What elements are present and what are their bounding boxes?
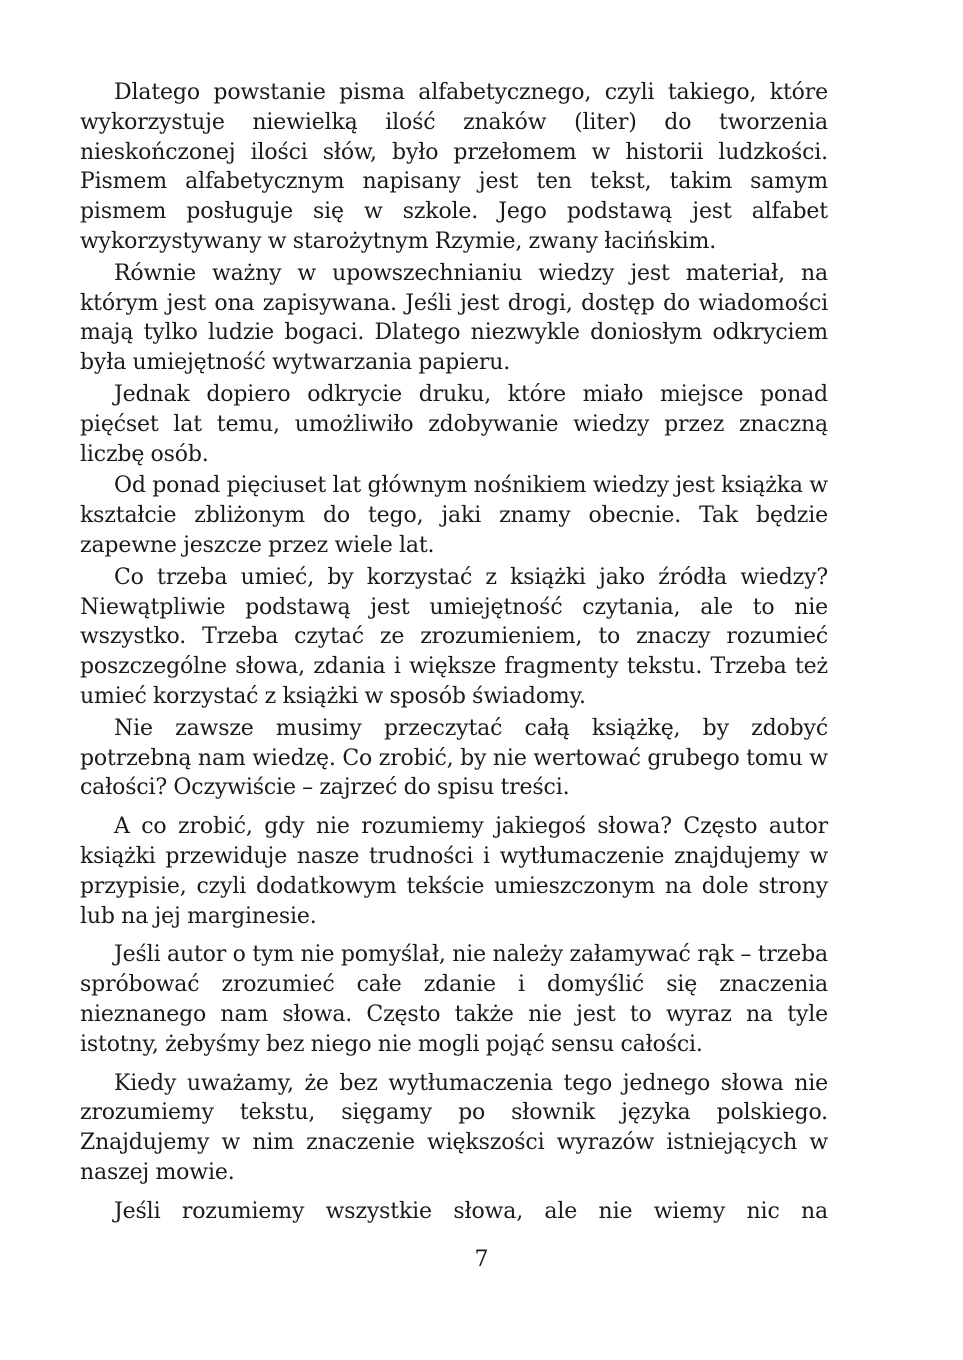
paragraph-7: A co zrobić, gdy nie rozumiemy jakiegoś słowa? Często autor książki przewiduje nasze trudności i wytłumaczenie znajdujemy w przypisie, czyli dodatkowym tekście umieszczonym na dole strony lub na jej marginesie. (80, 814, 828, 929)
paragraph-2: Równie ważny w upowszechnianiu wiedzy jest materiał, na którym jest ona zapisywana. Jeśli jest drogi, dostęp do wiadomości mają tylko ludzie bogaci. Dlatego niezwykle doniosłym odkryciem była umiejętność wytwarzania papieru. (80, 260, 828, 376)
body-text (80, 78, 828, 1226)
paragraph-4: Od ponad pięciuset lat głównym nośnikiem wiedzy jest książka w kształcie zbliżonym do tego, jaki znamy obecnie. Tak będzie zapewne jeszcze przez wiele lat. (80, 473, 828, 558)
page-number: 7 (474, 1247, 489, 1272)
paragraph-6: Nie zawsze musimy przeczytać całą książkę, by zdobyć potrzebną nam wiedzę. Co zrobić, by nie wertować grubego tomu w całości? Oczywiście – zajrzeć do spisu treści. (80, 715, 828, 801)
paragraph-10: Jeśli rozumiemy wszystkie słowa, ale nie wiemy nic na (114, 1198, 828, 1224)
paragraph-8: Jeśli autor o tym nie pomyślał, nie należy załamywać rąk – trzeba spróbować zrozumieć całe zdanie i domyślić się znaczenia nieznanego nam słowa. Często także nie jest to wyraz na tyle istotny, żebyśmy bez niego nie mogli pojąć sensu całości. (80, 942, 828, 1057)
paragraph-9: Kiedy uważamy, że bez wytłumaczenia tego jednego słowa nie zrozumiemy tekstu, sięgamy po słownik języka polskiego. Znajdujemy w nim znaczenie większości wyrazów istniejących w naszej mowie. (80, 1070, 828, 1185)
paragraph-3: Jednak dopiero odkrycie druku, które miało miejsce ponad pięćset lat temu, umożliwiło zdobywanie wiedzy przez znaczną liczbę osób. (80, 381, 828, 467)
paragraph-1: Dlatego powstanie pisma alfabetycznego, czyli takiego, które wykorzystuje niewielką ilość znaków (liter) do tworzenia nieskończonej ilości słów, było przełomem w historii ludzkości. Pismem alfabetycznym napisany jest ten tekst, takim samym pismem posługuje się w szkole. Jego podstawą jest alfabet wykorzystywany w starożytnym Rzymie, zwany łacińskim. (80, 80, 828, 254)
paragraph-5: Co trzeba umieć, by korzystać z książki jako źródła wiedzy? Niewątpliwie podstawą jest umiejętność czytania, ale to nie wszystko. Trzeba czytać ze zrozumieniem, to znaczy rozumieć poszczególne słowa, zdania i większe fragmenty tekstu. Trzeba też umieć korzystać z książki w sposób świadomy. (80, 564, 828, 709)
